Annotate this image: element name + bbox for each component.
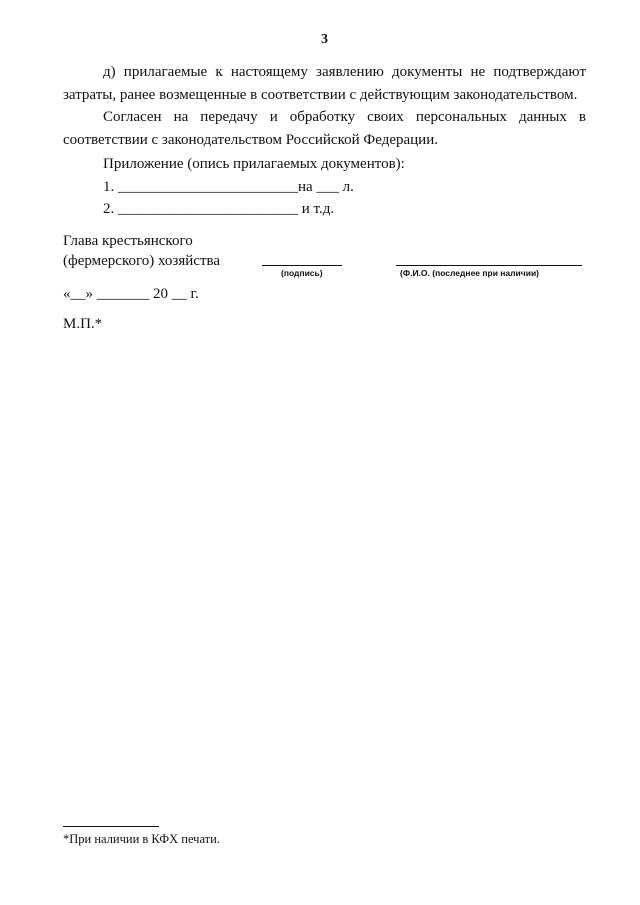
appendix-item-1: 1. ________________________на ___ л.	[103, 178, 354, 195]
paragraph-consent: Согласен на передачу и обработку своих персональных данных в соответствии с законодательством Российской Федерации.	[63, 109, 586, 148]
signature-block	[63, 231, 586, 277]
date-line: «__» _______ 20 __ г.	[63, 285, 199, 302]
paragraph-d: д) прилагаемые к настоящему заявлению документы не подтверждают затраты, ранее возмещенные в соответствии с действующим законодательством.	[63, 64, 586, 103]
name-label: (Ф.И.О. (последнее при наличии)	[400, 267, 540, 278]
signatory-line1: Глава крестьянского	[63, 232, 193, 249]
signature-line	[262, 265, 342, 266]
appendix-title: Приложение (опись прилагаемых документов):	[103, 156, 405, 172]
signatory-line2: (фермерского) хозяйства	[63, 252, 221, 269]
stamp-label: М.П.*	[63, 315, 103, 332]
document-body	[63, 31, 586, 335]
appendix-item-2: 2. ________________________ и т.д.	[103, 201, 335, 217]
name-line	[396, 265, 582, 266]
page-number: 3	[321, 32, 328, 47]
footnote-area	[63, 826, 220, 847]
footnote-separator	[63, 826, 159, 827]
signature-label: (подпись)	[281, 267, 323, 278]
footnote: *При наличии в КФХ печати.	[63, 832, 220, 846]
